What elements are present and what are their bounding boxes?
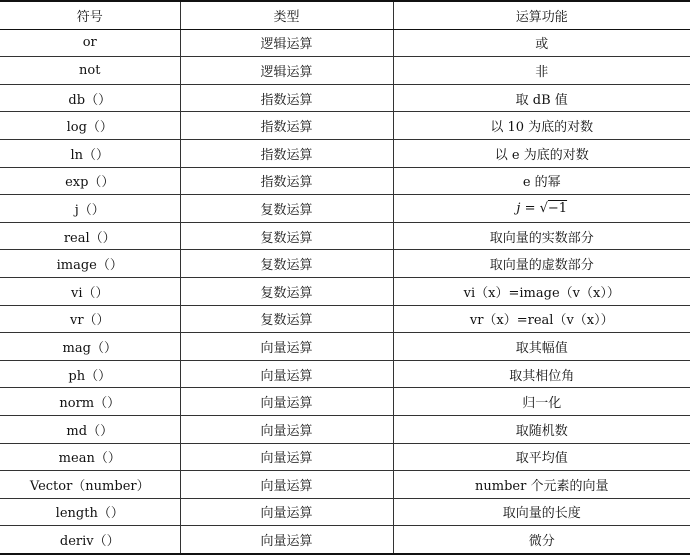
cell-type: 逻辑运算 — [180, 29, 393, 57]
cell-symbol: ph（） — [0, 360, 180, 388]
table-row — [0, 471, 690, 499]
cell-symbol: length（） — [0, 498, 180, 526]
cell-symbol: vr（） — [0, 305, 180, 333]
cell-function: 取其相位角 — [393, 360, 690, 388]
table-row — [0, 277, 690, 305]
cell-function: 取 dB 值 — [393, 84, 690, 112]
cell-symbol: not — [0, 57, 180, 85]
header-type: 类型 — [180, 1, 393, 29]
cell-function: 取向量的实数部分 — [393, 222, 690, 250]
cell-symbol: db（） — [0, 84, 180, 112]
cell-symbol: deriv（） — [0, 526, 180, 554]
cell-type: 指数运算 — [180, 84, 393, 112]
table-row — [0, 443, 690, 471]
cell-type: 向量运算 — [180, 526, 393, 554]
cell-type: 向量运算 — [180, 360, 393, 388]
cell-symbol: vi（） — [0, 277, 180, 305]
cell-type: 复数运算 — [180, 305, 393, 333]
table-row — [0, 139, 690, 167]
table-row — [0, 415, 690, 443]
cell-type: 向量运算 — [180, 443, 393, 471]
cell-type: 向量运算 — [180, 388, 393, 416]
table-row — [0, 526, 690, 554]
cell-symbol: j（） — [0, 195, 180, 223]
header-function: 运算功能 — [393, 1, 690, 29]
cell-function: number 个元素的向量 — [393, 471, 690, 499]
table-row — [0, 498, 690, 526]
cell-function: 归一化 — [393, 388, 690, 416]
cell-function: 非 — [393, 57, 690, 85]
cell-type: 指数运算 — [180, 167, 393, 195]
header-symbol: 符号 — [0, 1, 180, 29]
cell-function: 取随机数 — [393, 415, 690, 443]
table-row — [0, 360, 690, 388]
cell-symbol: or — [0, 29, 180, 57]
cell-function: 取其幅值 — [393, 333, 690, 361]
cell-type: 逻辑运算 — [180, 57, 393, 85]
table-row — [0, 167, 690, 195]
cell-function: 以 10 为底的对数 — [393, 112, 690, 140]
table-row — [0, 222, 690, 250]
cell-function: e 的幂 — [393, 167, 690, 195]
cell-type: 向量运算 — [180, 498, 393, 526]
formula-lhs: j — [516, 200, 521, 216]
cell-function: 取向量的长度 — [393, 498, 690, 526]
table-row — [0, 333, 690, 361]
cell-function: 或 — [393, 29, 690, 57]
cell-type: 复数运算 — [180, 250, 393, 278]
cell-symbol: log（） — [0, 112, 180, 140]
table-row — [0, 305, 690, 333]
cell-symbol: md（） — [0, 415, 180, 443]
cell-type: 复数运算 — [180, 222, 393, 250]
cell-function: 取平均值 — [393, 443, 690, 471]
cell-function: 微分 — [393, 526, 690, 554]
cell-function: vr（x）=real（v（x）） — [393, 305, 690, 333]
table-row — [0, 112, 690, 140]
cell-type: 向量运算 — [180, 333, 393, 361]
cell-function: vi（x）=image（v（x）） — [393, 277, 690, 305]
cell-function: 取向量的虚数部分 — [393, 250, 690, 278]
cell-symbol: real（） — [0, 222, 180, 250]
cell-type: 复数运算 — [180, 195, 393, 223]
cell-symbol: norm（） — [0, 388, 180, 416]
table-row — [0, 250, 690, 278]
table-row — [0, 195, 690, 223]
cell-type: 指数运算 — [180, 112, 393, 140]
cell-type: 向量运算 — [180, 471, 393, 499]
table-header-row — [0, 1, 690, 29]
table-row — [0, 29, 690, 57]
cell-symbol: ln（） — [0, 139, 180, 167]
cell-symbol: Vector（number） — [0, 471, 180, 499]
cell-symbol: mean（） — [0, 443, 180, 471]
cell-symbol: image（） — [0, 250, 180, 278]
formula-equals: = — [520, 200, 540, 216]
sqrt-radicand: −1 — [547, 200, 568, 216]
cell-symbol: exp（） — [0, 167, 180, 195]
table-row — [0, 57, 690, 85]
cell-type: 复数运算 — [180, 277, 393, 305]
cell-function: 以 e 为底的对数 — [393, 139, 690, 167]
table-row — [0, 388, 690, 416]
cell-type: 向量运算 — [180, 415, 393, 443]
sqrt-symbol: √ — [539, 200, 548, 216]
table-row — [0, 84, 690, 112]
cell-symbol: mag（） — [0, 333, 180, 361]
cell-type: 指数运算 — [180, 139, 393, 167]
cell-function-formula — [393, 195, 690, 223]
